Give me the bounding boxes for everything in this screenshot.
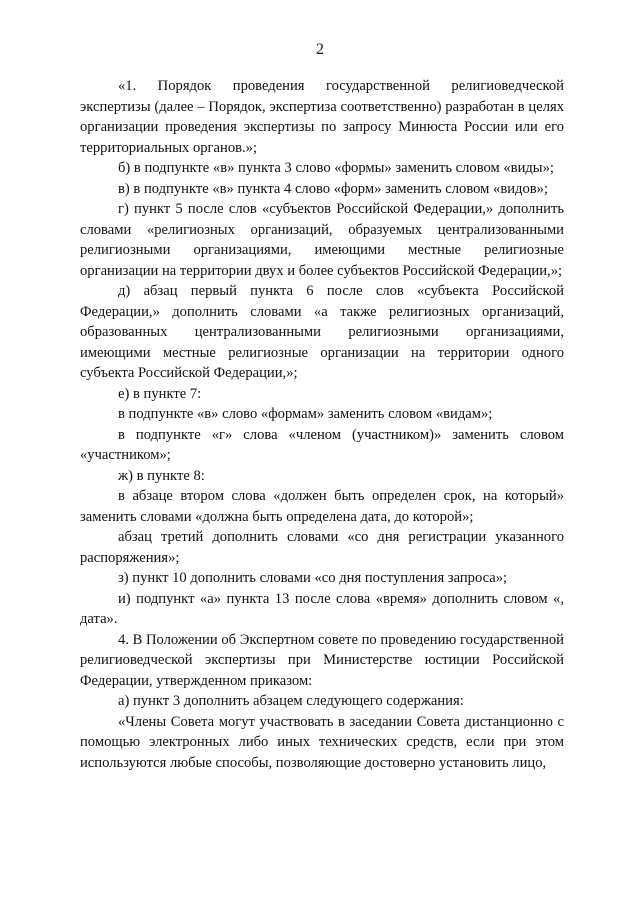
paragraph-4a-quote: «Члены Совета могут участвовать в заседании Совета дистанционно с помощью электронных либо иных технических средств, если при этом используются любые способы, позволяющие достоверно установить лицо, [80, 713, 564, 771]
paragraph-g: г) пункт 5 после слов «субъектов Российской Федерации,» дополнить словами «религиозных организаций, образуемых централизованными религиозными организациями, имеющими местные религиозные организации на территории двух и более субъектов Российской Федерации,»; [80, 201, 564, 279]
paragraph-v: в) в подпункте «в» пункта 4 слово «форм» заменить словом «видов»; [118, 180, 549, 197]
paragraph-i: и) подпункт «а» пункта 13 после слова «время» дополнить словом «, дата». [80, 590, 564, 627]
paragraph-e-sub-v: в подпункте «в» слово «формам» заменить словом «видам»; [118, 406, 493, 422]
paragraph-z: з) пункт 10 дополнить словами «со дня поступления запроса»; [118, 570, 508, 586]
paragraph-d: д) абзац первый пункта 6 после слов «субъекта Российской Федерации,» дополнить словами «а также религиозных организаций, образованных централизованными религиозными организациями, имеющими местные религиозные организации на территории одного субъекта Российской Федерации,»; [80, 283, 564, 381]
paragraph-zh-second: в абзаце втором слова «должен быть определен срок, на который» заменить словами «должна быть определена дата, до которой»; [80, 488, 564, 525]
paragraph-4a: а) пункт 3 дополнить абзацем следующего содержания: [118, 693, 464, 709]
page-number: 2 [316, 41, 324, 58]
paragraph-zh-third: абзац третий дополнить словами «со дня регистрации указанного распоряжения»; [80, 529, 564, 566]
paragraph-b: б) в подпункте «в» пункта 3 слово «формы» заменить словом «виды»; [118, 160, 554, 176]
paragraph-4: 4. В Положении об Экспертном совете по проведению государственной религиоведческой экспертизы при Министерстве юстиции Российской Федерации, утвержденном приказом: [80, 631, 564, 689]
paragraph-item-1-intro: «1. Порядок проведения государственной религиоведческой экспертизы (далее – Порядок, экспертиза соответственно) разработан в целях организации проведения экспертизы по запросу Минюста России или его территориальных органов.»; [80, 78, 564, 156]
paragraph-e-sub-g: в подпункте «г» слова «членом (участником)» заменить словом «участником»; [80, 426, 564, 463]
paragraph-e: е) в пункте 7: [118, 385, 202, 402]
paragraph-zh: ж) в пункте 8: [118, 467, 205, 484]
document-body [80, 76, 564, 773]
